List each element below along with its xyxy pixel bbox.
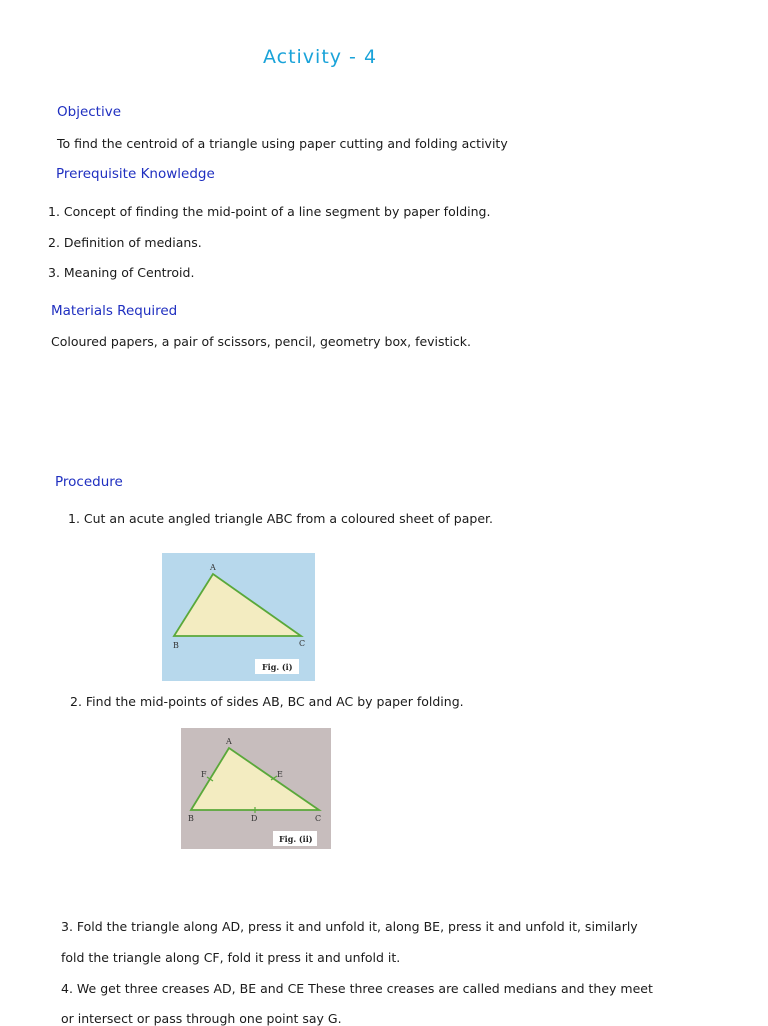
vertex-label-a: A	[226, 737, 232, 746]
vertex-label-a: A	[210, 563, 216, 572]
objective-heading: Objective	[57, 104, 122, 120]
vertex-label-c: C	[299, 639, 306, 648]
procedure-step-3-line-2: fold the triangle along CF, fold it press it and unfold it.	[61, 950, 401, 965]
midpoint-label-f: F	[201, 770, 207, 779]
figure-1-caption: Fig. (i)	[262, 662, 293, 672]
objective-text: To find the centroid of a triangle using paper cutting and folding activity	[57, 136, 508, 151]
materials-text: Coloured papers, a pair of scissors, pencil, geometry box, fevistick.	[51, 334, 472, 349]
vertex-label-c: C	[315, 814, 322, 823]
procedure-step-4-line-2: or intersect or pass through one point say G.	[61, 1011, 342, 1026]
figure-2-caption: Fig. (ii)	[279, 834, 313, 844]
vertex-label-b: B	[173, 641, 179, 650]
vertex-label-b: B	[188, 814, 194, 823]
page-title: Activity - 4	[262, 46, 378, 68]
prerequisite-heading: Prerequisite Knowledge	[56, 166, 215, 182]
procedure-step-1: 1. Cut an acute angled triangle ABC from a coloured sheet of paper.	[68, 511, 493, 526]
procedure-heading: Procedure	[55, 474, 123, 490]
figure-2	[181, 728, 331, 849]
procedure-step-3-line-1: 3. Fold the triangle along AD, press it and unfold it, along BE, press it and unfold it, similarly	[61, 919, 638, 934]
figure-1	[162, 553, 315, 681]
prerequisite-item-2: 2. Definition of medians.	[48, 235, 202, 250]
prerequisite-item-3: 3. Meaning of Centroid.	[48, 265, 195, 280]
prerequisite-item-1: 1. Concept of finding the mid-point of a line segment by paper folding.	[48, 204, 491, 219]
procedure-step-2: 2. Find the mid-points of sides AB, BC and AC by paper folding.	[70, 694, 464, 709]
midpoint-label-e: E	[277, 770, 283, 779]
procedure-step-4-line-1: 4. We get three creases AD, BE and CE These three creases are called medians and they meet	[61, 981, 653, 996]
midpoint-label-d: D	[251, 814, 258, 823]
materials-heading: Materials Required	[51, 303, 178, 319]
